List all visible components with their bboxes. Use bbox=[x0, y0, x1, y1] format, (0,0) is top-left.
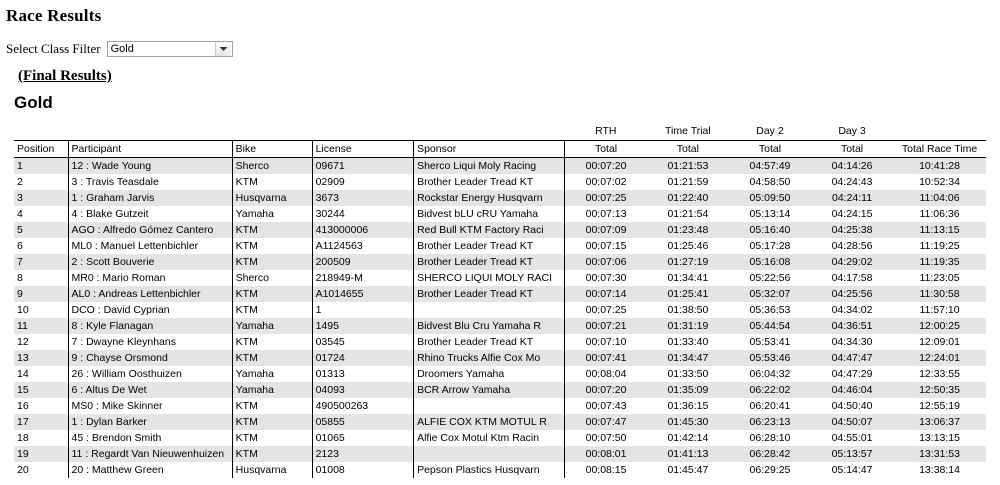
cell-license: 01065 bbox=[312, 430, 414, 446]
results-table-body bbox=[14, 158, 986, 479]
cell-time-trial-total: 01:34:47 bbox=[647, 350, 729, 366]
cell-participant: 6 : Altus De Wet bbox=[68, 382, 232, 398]
cell-bike: Yamaha bbox=[232, 318, 312, 334]
class-filter-label: Select Class Filter bbox=[6, 41, 101, 56]
class-heading: Gold bbox=[14, 93, 53, 112]
cell-day2-total: 05:36:53 bbox=[749, 304, 791, 316]
cell-total-race-time: 11:06:36 bbox=[919, 208, 960, 220]
cell-license: 413000006 bbox=[312, 222, 414, 238]
cell-day2-total: 05:09:50 bbox=[729, 190, 811, 206]
cell-total-race-time: 11:30:58 bbox=[893, 286, 986, 302]
cell-position: 10 bbox=[17, 304, 29, 316]
cell-license: 03545 bbox=[312, 334, 414, 350]
cell-participant: 3 : Travis Teasdale bbox=[68, 174, 232, 190]
cell-rth-total: 00:07:25 bbox=[565, 302, 647, 318]
cell-license: 05855 bbox=[312, 414, 414, 430]
cell-participant: 1 : Dylan Barker bbox=[68, 414, 232, 430]
cell-rth-total: 00:07:20 bbox=[565, 382, 647, 398]
cell-participant: 9 : Chayse Orsmond bbox=[68, 350, 232, 366]
cell-day3-total: 04:24:11 bbox=[811, 190, 893, 206]
cell-license: 01008 bbox=[312, 462, 414, 478]
cell-bike: KTM bbox=[232, 254, 312, 270]
cell-position: 7 bbox=[14, 254, 68, 270]
cell-total-race-time: 13:38:14 bbox=[919, 464, 960, 476]
cell-day2-total: 06:28:10 bbox=[749, 432, 791, 444]
cell-sponsor: Droomers Yamaha bbox=[414, 366, 565, 382]
cell-position: 2 bbox=[17, 176, 23, 188]
header-position: Position bbox=[14, 141, 68, 158]
cell-time-trial-total: 01:27:19 bbox=[647, 254, 729, 270]
cell-position: 6 bbox=[17, 240, 23, 252]
cell-bike: KTM bbox=[232, 414, 312, 430]
class-filter-value: Gold bbox=[110, 43, 134, 55]
group-blank-9 bbox=[893, 123, 986, 141]
cell-bike: KTM bbox=[232, 398, 312, 414]
cell-total-race-time: 12:50:35 bbox=[893, 382, 986, 398]
table-row bbox=[14, 238, 986, 254]
table-row bbox=[14, 254, 986, 270]
header-participant: Participant bbox=[68, 141, 232, 158]
cell-rth-total: 00:07:50 bbox=[565, 430, 647, 446]
cell-time-trial-total: 01:34:41 bbox=[667, 272, 709, 284]
cell-day3-total: 04:24:43 bbox=[831, 176, 873, 188]
cell-total-race-time: 12:33:55 bbox=[919, 368, 960, 380]
cell-total-race-time: 11:19:25 bbox=[919, 240, 960, 252]
cell-day2-total: 06:22:02 bbox=[729, 382, 811, 398]
cell-day2-total: 05:32:07 bbox=[729, 286, 811, 302]
cell-rth-total: 00:07:21 bbox=[565, 318, 647, 334]
cell-sponsor: Sherco Liqui Moly Racing bbox=[414, 158, 565, 175]
cell-participant: 11 : Regardt Van Nieuwenhuizen bbox=[68, 446, 232, 462]
table-row bbox=[14, 382, 986, 398]
cell-day3-total: 04:47:29 bbox=[831, 368, 873, 380]
cell-sponsor bbox=[414, 398, 565, 414]
cell-day3-total: 04:50:40 bbox=[831, 400, 873, 412]
header-sponsor: Sponsor bbox=[414, 141, 565, 158]
cell-rth-total: 00:08:04 bbox=[565, 366, 647, 382]
cell-license: 30244 bbox=[312, 206, 414, 222]
cell-bike: KTM bbox=[232, 302, 312, 318]
cell-participant: MR0 : Mario Roman bbox=[68, 270, 232, 286]
cell-sponsor: ALFIE COX KTM MOTUL R bbox=[414, 414, 565, 430]
cell-day3-total: 04:14:26 bbox=[811, 158, 893, 175]
cell-bike: Sherco bbox=[232, 270, 312, 286]
table-row bbox=[14, 446, 986, 462]
cell-total-race-time: 12:55:19 bbox=[919, 400, 960, 412]
group-blank-3 bbox=[312, 123, 414, 141]
cell-time-trial-total: 01:45:30 bbox=[647, 414, 729, 430]
group-blank-2 bbox=[232, 123, 312, 141]
cell-time-trial-total: 01:38:50 bbox=[667, 304, 709, 316]
cell-rth-total: 00:07:15 bbox=[565, 238, 647, 254]
cell-rth-total: 00:07:02 bbox=[565, 174, 647, 190]
cell-license: 1495 bbox=[312, 318, 414, 334]
cell-participant: MS0 : Mike Skinner bbox=[68, 398, 232, 414]
cell-total-race-time: 13:06:37 bbox=[893, 414, 986, 430]
cell-day2-total: 04:58:50 bbox=[749, 176, 791, 188]
cell-day3-total: 04:46:04 bbox=[811, 382, 893, 398]
table-row bbox=[14, 462, 986, 478]
cell-time-trial-total: 01:23:48 bbox=[647, 222, 729, 238]
cell-rth-total: 00:07:47 bbox=[565, 414, 647, 430]
class-filter-select[interactable] bbox=[107, 41, 233, 57]
cell-participant: 2 : Scott Bouverie bbox=[68, 254, 232, 270]
cell-time-trial-total: 01:36:15 bbox=[667, 400, 709, 412]
group-blank-1 bbox=[68, 123, 232, 141]
cell-rth-total: 00:07:14 bbox=[565, 286, 647, 302]
cell-position: 12 bbox=[17, 336, 29, 348]
group-day-2: Day 2 bbox=[756, 125, 784, 137]
cell-license: 09671 bbox=[312, 158, 414, 175]
cell-total-race-time: 10:41:28 bbox=[893, 158, 986, 175]
table-group-header-row bbox=[14, 123, 986, 141]
group-blank-4 bbox=[414, 123, 565, 141]
cell-time-trial-total: 01:21:53 bbox=[647, 158, 729, 175]
cell-position: 8 bbox=[17, 272, 23, 284]
cell-participant: 12 : Wade Young bbox=[68, 158, 232, 175]
cell-day2-total: 06:29:25 bbox=[749, 464, 791, 476]
cell-position: 11 bbox=[14, 318, 68, 334]
cell-day3-total: 04:25:56 bbox=[811, 286, 893, 302]
table-row bbox=[14, 430, 986, 446]
cell-time-trial-total: 01:41:13 bbox=[647, 446, 729, 462]
table-row bbox=[14, 158, 986, 175]
cell-participant: AGO : Alfredo Gómez Cantero bbox=[68, 222, 232, 238]
cell-sponsor: Brother Leader Tread KT bbox=[414, 238, 565, 254]
page-title: Race Results bbox=[6, 6, 102, 25]
cell-participant: 45 : Brendon Smith bbox=[68, 430, 232, 446]
cell-bike: KTM bbox=[232, 430, 312, 446]
header-bike: Bike bbox=[232, 141, 312, 158]
group-time-trial: Time Trial bbox=[665, 125, 711, 137]
cell-day2-total: 05:22:56 bbox=[749, 272, 791, 284]
cell-bike: Husqvarna bbox=[232, 462, 312, 478]
cell-day2-total: 06:23:13 bbox=[729, 414, 811, 430]
header-total-race-time: Total Race Time bbox=[893, 141, 986, 158]
cell-day3-total: 05:13:57 bbox=[811, 446, 893, 462]
cell-position: 1 bbox=[14, 158, 68, 175]
cell-day2-total: 04:57:49 bbox=[729, 158, 811, 175]
cell-license: 01313 bbox=[312, 366, 414, 382]
table-row bbox=[14, 190, 986, 206]
cell-total-race-time: 12:09:01 bbox=[919, 336, 960, 348]
group-rth: RTH bbox=[595, 125, 617, 137]
cell-position: 17 bbox=[14, 414, 68, 430]
cell-license: 02909 bbox=[312, 174, 414, 190]
cell-rth-total: 00:08:15 bbox=[565, 462, 647, 478]
cell-position: 20 bbox=[17, 464, 29, 476]
cell-sponsor: Brother Leader Tread KT bbox=[414, 174, 565, 190]
cell-rth-total: 00:07:30 bbox=[565, 270, 647, 286]
cell-time-trial-total: 01:25:41 bbox=[647, 286, 729, 302]
cell-day2-total: 05:53:41 bbox=[749, 336, 791, 348]
cell-license: A1124563 bbox=[312, 238, 414, 254]
cell-sponsor: Rockstar Energy Husqvarn bbox=[414, 190, 565, 206]
table-row bbox=[14, 318, 986, 334]
group-day-3: Day 3 bbox=[838, 125, 866, 137]
cell-total-race-time: 13:13:15 bbox=[919, 432, 960, 444]
cell-total-race-time: 12:00:25 bbox=[893, 318, 986, 334]
cell-total-race-time: 11:19:35 bbox=[893, 254, 986, 270]
table-row bbox=[14, 302, 986, 318]
cell-day2-total: 05:53:46 bbox=[729, 350, 811, 366]
cell-rth-total: 00:07:10 bbox=[565, 334, 647, 350]
cell-day3-total: 04:17:58 bbox=[831, 272, 873, 284]
chevron-down-icon[interactable] bbox=[215, 42, 231, 56]
cell-bike: Sherco bbox=[232, 158, 312, 175]
cell-participant: 26 : William Oosthuizen bbox=[68, 366, 232, 382]
cell-sponsor: Bidvest Blu Cru Yamaha R bbox=[414, 318, 565, 334]
cell-position: 15 bbox=[14, 382, 68, 398]
cell-total-race-time: 12:24:01 bbox=[893, 350, 986, 366]
cell-bike: KTM bbox=[232, 286, 312, 302]
cell-day2-total: 05:16:08 bbox=[729, 254, 811, 270]
cell-total-race-time: 11:23:05 bbox=[919, 272, 960, 284]
cell-bike: Husqvarna bbox=[232, 190, 312, 206]
cell-day3-total: 04:47:47 bbox=[811, 350, 893, 366]
cell-sponsor bbox=[414, 446, 565, 462]
cell-rth-total: 00:07:43 bbox=[565, 398, 647, 414]
class-filter-row bbox=[6, 40, 1000, 58]
cell-total-race-time: 11:13:15 bbox=[893, 222, 986, 238]
cell-participant: 8 : Kyle Flanagan bbox=[68, 318, 232, 334]
cell-sponsor: SHERCO LIQUI MOLY RACI bbox=[414, 270, 565, 286]
cell-day3-total: 04:24:15 bbox=[831, 208, 873, 220]
group-blank-0 bbox=[14, 123, 68, 141]
cell-bike: KTM bbox=[232, 238, 312, 254]
cell-participant: DCO : David Cyprian bbox=[68, 302, 232, 318]
table-row bbox=[14, 366, 986, 382]
table-row bbox=[14, 270, 986, 286]
cell-bike: KTM bbox=[232, 174, 312, 190]
header-license: License bbox=[312, 141, 414, 158]
cell-day2-total: 06:20:41 bbox=[749, 400, 791, 412]
cell-participant: 7 : Dwayne Kleynhans bbox=[68, 334, 232, 350]
cell-day3-total: 04:25:38 bbox=[811, 222, 893, 238]
cell-rth-total: 00:07:25 bbox=[565, 190, 647, 206]
cell-time-trial-total: 01:33:50 bbox=[667, 368, 709, 380]
cell-license: 200509 bbox=[312, 254, 414, 270]
cell-license: 218949-M bbox=[312, 270, 414, 286]
cell-position: 9 bbox=[14, 286, 68, 302]
cell-bike: Yamaha bbox=[232, 382, 312, 398]
cell-license: 3673 bbox=[312, 190, 414, 206]
header-day3-total: Total bbox=[811, 141, 893, 158]
cell-day3-total: 05:14:47 bbox=[831, 464, 873, 476]
cell-license: 04093 bbox=[312, 382, 414, 398]
cell-bike: KTM bbox=[232, 334, 312, 350]
results-page bbox=[0, 6, 1000, 485]
cell-bike: KTM bbox=[232, 222, 312, 238]
results-table bbox=[14, 123, 986, 478]
cell-sponsor: Alfie Cox Motul Ktm Racin bbox=[414, 430, 565, 446]
cell-license: A1014655 bbox=[312, 286, 414, 302]
cell-bike: Yamaha bbox=[232, 366, 312, 382]
cell-license: 2123 bbox=[312, 446, 414, 462]
header-time-trial-total: Total bbox=[647, 141, 729, 158]
table-row bbox=[14, 414, 986, 430]
cell-position: 18 bbox=[17, 432, 29, 444]
cell-day2-total: 06:04:32 bbox=[749, 368, 791, 380]
final-results-label: (Final Results) bbox=[18, 68, 112, 84]
cell-rth-total: 00:07:41 bbox=[565, 350, 647, 366]
cell-position: 16 bbox=[17, 400, 29, 412]
table-row bbox=[14, 222, 986, 238]
cell-sponsor: Rhino Trucks Alfie Cox Mo bbox=[414, 350, 565, 366]
cell-license: 1 bbox=[312, 302, 414, 318]
cell-day3-total: 04:28:56 bbox=[831, 240, 873, 252]
cell-position: 13 bbox=[14, 350, 68, 366]
cell-time-trial-total: 01:31:19 bbox=[647, 318, 729, 334]
table-row bbox=[14, 334, 986, 350]
cell-day3-total: 04:55:01 bbox=[831, 432, 873, 444]
cell-day2-total: 05:16:40 bbox=[729, 222, 811, 238]
cell-position: 19 bbox=[14, 446, 68, 462]
cell-day3-total: 04:29:02 bbox=[811, 254, 893, 270]
cell-sponsor: Brother Leader Tread KT bbox=[414, 334, 565, 350]
cell-bike: Yamaha bbox=[232, 206, 312, 222]
cell-time-trial-total: 01:45:47 bbox=[667, 464, 709, 476]
cell-license: 490500263 bbox=[312, 398, 414, 414]
cell-sponsor: BCR Arrow Yamaha bbox=[414, 382, 565, 398]
cell-sponsor: Brother Leader Tread KT bbox=[414, 254, 565, 270]
cell-participant: 1 : Graham Jarvis bbox=[68, 190, 232, 206]
cell-day3-total: 04:34:30 bbox=[831, 336, 873, 348]
cell-participant: ML0 : Manuel Lettenbichler bbox=[68, 238, 232, 254]
cell-sponsor: Pepson Plastics Husqvarn bbox=[414, 462, 565, 478]
cell-time-trial-total: 01:35:09 bbox=[647, 382, 729, 398]
cell-position: 3 bbox=[14, 190, 68, 206]
cell-time-trial-total: 01:21:54 bbox=[667, 208, 709, 220]
cell-rth-total: 00:08:01 bbox=[565, 446, 647, 462]
cell-sponsor: Bidvest bLU cRU Yamaha bbox=[414, 206, 565, 222]
cell-total-race-time: 13:31:53 bbox=[893, 446, 986, 462]
cell-time-trial-total: 01:25:46 bbox=[667, 240, 709, 252]
cell-position: 4 bbox=[17, 208, 23, 220]
cell-bike: KTM bbox=[232, 350, 312, 366]
cell-total-race-time: 11:57:10 bbox=[919, 304, 960, 316]
cell-day2-total: 06:28:42 bbox=[729, 446, 811, 462]
cell-day2-total: 05:17:28 bbox=[749, 240, 791, 252]
cell-day3-total: 04:36:51 bbox=[811, 318, 893, 334]
cell-day2-total: 05:13:14 bbox=[749, 208, 791, 220]
cell-rth-total: 00:07:09 bbox=[565, 222, 647, 238]
cell-sponsor: Brother Leader Tread KT bbox=[414, 286, 565, 302]
cell-rth-total: 00:07:13 bbox=[565, 206, 647, 222]
cell-bike: KTM bbox=[232, 446, 312, 462]
cell-license: 01724 bbox=[312, 350, 414, 366]
cell-participant: AL0 : Andreas Lettenbichler bbox=[68, 286, 232, 302]
cell-day3-total: 04:50:07 bbox=[811, 414, 893, 430]
cell-rth-total: 00:07:20 bbox=[565, 158, 647, 175]
cell-position: 5 bbox=[14, 222, 68, 238]
header-day2-total: Total bbox=[729, 141, 811, 158]
table-row bbox=[14, 286, 986, 302]
cell-participant: 20 : Matthew Green bbox=[68, 462, 232, 478]
cell-day3-total: 04:34:02 bbox=[831, 304, 873, 316]
cell-sponsor: Red Bull KTM Factory Raci bbox=[414, 222, 565, 238]
cell-total-race-time: 11:04:06 bbox=[893, 190, 986, 206]
header-rth-total: Total bbox=[565, 141, 647, 158]
cell-participant: 4 : Blake Gutzeit bbox=[68, 206, 232, 222]
cell-sponsor bbox=[414, 302, 565, 318]
cell-day2-total: 05:44:54 bbox=[729, 318, 811, 334]
cell-time-trial-total: 01:21:59 bbox=[667, 176, 709, 188]
table-row bbox=[14, 398, 986, 414]
cell-total-race-time: 10:52:34 bbox=[919, 176, 960, 188]
cell-rth-total: 00:07:06 bbox=[565, 254, 647, 270]
cell-time-trial-total: 01:42:14 bbox=[667, 432, 709, 444]
table-row bbox=[14, 206, 986, 222]
table-row bbox=[14, 350, 986, 366]
table-row bbox=[14, 174, 986, 190]
cell-position: 14 bbox=[17, 368, 29, 380]
cell-time-trial-total: 01:33:40 bbox=[667, 336, 709, 348]
table-header-row bbox=[14, 141, 986, 158]
cell-time-trial-total: 01:22:40 bbox=[647, 190, 729, 206]
